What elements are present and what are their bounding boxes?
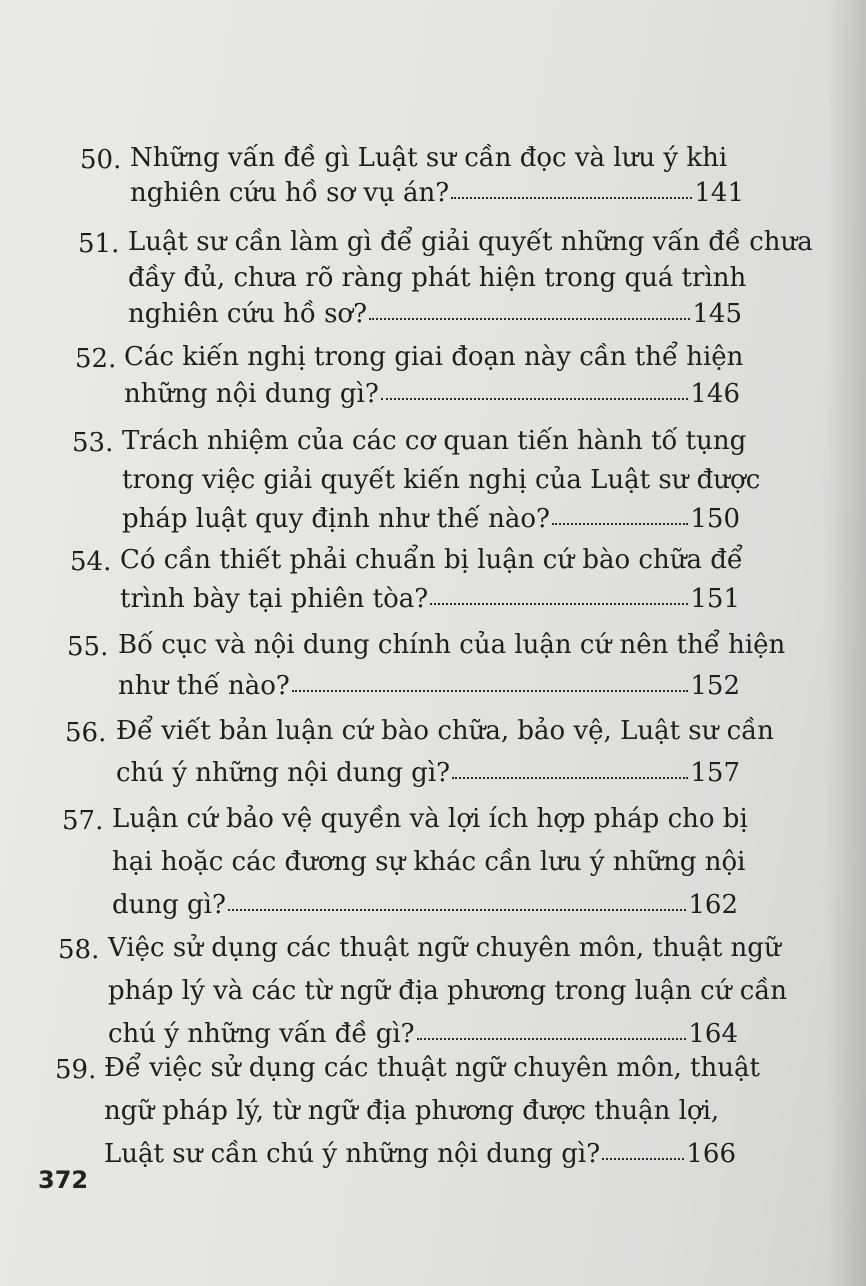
page-number: 372 [38,1166,89,1194]
toc-entry-line: đầy đủ, chưa rõ ràng phát hiện trong quá trình [128,263,747,293]
toc-entry-page: 145 [692,299,742,329]
toc-entry-line: trong việc giải quyết kiến nghị của Luật sư được [122,465,761,495]
toc-entry-last-line [116,760,740,786]
toc-entry-last-line [104,1141,736,1167]
toc-entry-title-end: chú ý những nội dung gì? [116,758,451,788]
toc-entry-title-end: dung gì? [112,890,226,920]
toc-entry-title-end: chú ý những vấn đề gì? [108,1019,415,1049]
leader-dots [602,1158,684,1160]
toc-entry-title-end: trình bày tại phiên tòa? [120,584,429,614]
toc-entry-last-line [120,586,740,612]
leader-dots [417,1038,687,1040]
toc-entry-title-end: nghiên cứu hồ sơ? [128,299,368,329]
toc-entry-line: Bố cục và nội dung chính của luận cứ nên thể hiện [118,630,786,660]
toc-entry-line: Trách nhiệm của các cơ quan tiến hành tố tụng [122,426,747,456]
toc-entry-line: Những vấn đề gì Luật sư cần đọc và lưu ý khi [130,143,728,173]
toc-entry-number: 54. [70,547,112,577]
toc-entry-line: Để viết bản luận cứ bào chữa, bảo vệ, Luật sư cần [116,716,774,746]
toc-entry-page: 152 [690,671,740,701]
toc-entry-line: Luận cứ bảo vệ quyền và lợi ích hợp pháp cho bị [112,804,748,834]
leader-dots [452,777,688,779]
leader-dots [552,523,688,525]
toc-entry-line: Luật sư cần làm gì để giải quyết những vấn đề chưa [128,227,813,257]
toc-entry-line: Các kiến nghị trong giai đoạn này cần thể hiện [124,342,744,372]
toc-entry-page: 164 [688,1019,738,1049]
toc-entry-title-end: Luật sư cần chú ý những nội dung gì? [104,1139,601,1169]
toc-entry-last-line [108,1021,738,1047]
toc-entry-number: 59. [55,1055,97,1085]
toc-entry-number: 56. [65,718,107,748]
toc-entry-number: 57. [62,806,104,836]
toc-entry-number: 53. [72,428,114,458]
toc-entry-page: 150 [690,504,740,534]
toc-entry-line: Có cần thiết phải chuẩn bị luận cứ bào chữa để [120,545,743,575]
toc-entry-number: 50. [80,145,122,175]
toc-entry-line: ngữ pháp lý, từ ngữ địa phương được thuận lợi, [104,1096,720,1126]
toc-entry-title-end: pháp luật quy định như thế nào? [122,504,550,534]
leader-dots [292,690,689,692]
leader-dots [430,603,688,605]
toc-entry-title-end: những nội dung gì? [124,379,379,409]
toc-entry-number: 58. [58,935,100,965]
toc-entry-number: 55. [67,632,109,662]
toc-entry-last-line [130,180,744,206]
toc-entry-page: 157 [690,758,740,788]
toc-entry-page: 151 [690,584,740,614]
toc-entry-title-end: như thế nào? [118,671,290,701]
toc-entry-page: 166 [686,1139,736,1169]
leader-dots [381,398,689,400]
toc-entry-page: 146 [690,379,740,409]
toc-entry-line: hại hoặc các đương sự khác cần lưu ý những nội [112,847,746,877]
toc-entry-page: 141 [694,178,744,208]
toc-entry-line: pháp lý và các từ ngữ địa phương trong luận cứ cần [108,976,787,1006]
toc-entry-last-line [128,301,742,327]
toc-entry-last-line [112,892,738,918]
toc-entry-last-line [122,506,740,532]
toc-entry-last-line [124,381,740,407]
toc-entry-last-line [118,673,740,699]
leader-dots [228,909,686,911]
leader-dots [369,318,690,320]
toc-entry-title-end: nghiên cứu hồ sơ vụ án? [130,178,450,208]
toc-entry-page: 162 [688,890,738,920]
toc-entry-number: 51. [78,229,120,259]
toc-entry-number: 52. [75,344,117,374]
leader-dots [451,197,692,199]
toc-entry-line: Để việc sử dụng các thuật ngữ chuyên môn, thuật [104,1053,760,1083]
toc-entry-line: Việc sử dụng các thuật ngữ chuyên môn, thuật ngữ [108,933,781,963]
